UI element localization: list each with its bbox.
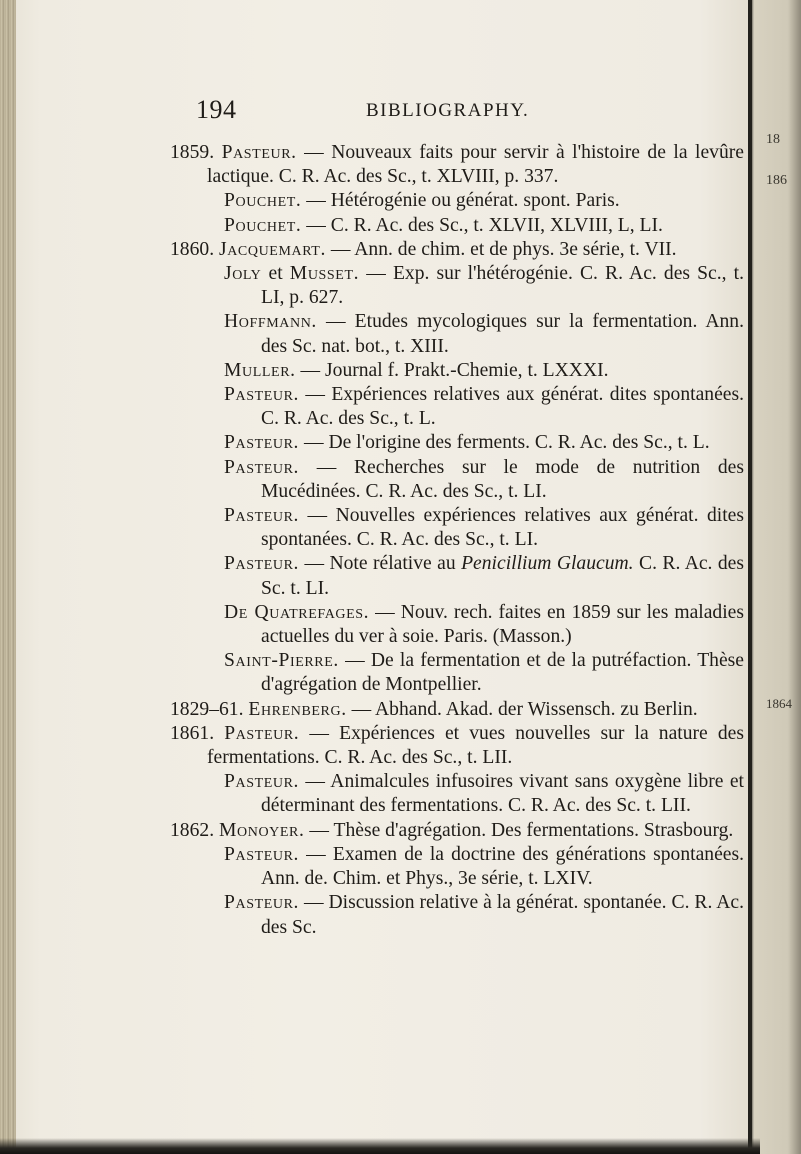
- entry-text: — Note rélative au: [299, 553, 462, 575]
- entry-author: Joly: [224, 263, 262, 285]
- page-gutter-shadow: [748, 0, 752, 1154]
- bibliography-entry: [224, 383, 744, 431]
- entry-text: — Recherches sur le mode de nutrition des Mucédinées. C. R. Ac. des Sc., t. LI.: [261, 456, 744, 502]
- bibliography-list: [170, 141, 745, 940]
- entry-text: — Nouveaux faits pour servir à l'histoire de la levûre lactique. C. R. Ac. des Sc., t. XLVIII, p. 337.: [207, 142, 744, 188]
- entry-text: — De l'origine des ferments. C. R. Ac. des Sc., t. L.: [299, 432, 710, 454]
- entry-author: Saint-Pierre.: [224, 650, 339, 672]
- entry-year: 1829–61.: [170, 698, 244, 720]
- entry-text: — Abhand. Akad. der Wissensch. zu Berlin.: [346, 698, 698, 720]
- entry-author: Pasteur.: [224, 384, 300, 406]
- entry-text: — Expériences et vues nouvelles sur la nature des fermentations. C. R. Ac. des Sc., t. LII.: [207, 722, 744, 769]
- entry-year: 1859.: [170, 142, 215, 163]
- running-head: BIBLIOGRAPHY.: [366, 100, 530, 121]
- entry-text: — Thèse d'agrégation. Des fermentations. Strasbourg.: [304, 819, 734, 841]
- entry-author: Pasteur.: [224, 892, 300, 914]
- bibliography-entry: [170, 722, 744, 770]
- entry-text: — De la fermentation et de la putréfaction. Thèse d'agrégation de Montpellier.: [261, 650, 744, 696]
- page-bottom-shadow: [0, 1138, 760, 1154]
- entry-year: 1861.: [170, 722, 215, 744]
- entry-text: et: [261, 263, 290, 285]
- entry-text: C. R. Ac. des Sc. t. LI.: [261, 553, 744, 599]
- entry-author: Pasteur.: [224, 553, 300, 575]
- entry-italic-title: Penicillium Glaucum.: [461, 553, 634, 575]
- entry-year: 1862.: [170, 819, 215, 841]
- entry-author: Pasteur.: [221, 142, 297, 163]
- entry-author: Musset.: [289, 263, 360, 285]
- bibliography-entry: [224, 456, 744, 504]
- entry-author: Pouchet.: [224, 190, 302, 212]
- entry-text: — Nouv. rech. faites en 1859 sur les maladies actuelles du ver à soie. Paris. (Masson.): [261, 601, 744, 648]
- page-left-edge: [0, 0, 16, 1154]
- entry-author: Pasteur.: [224, 505, 300, 527]
- bibliography-entry: [170, 141, 744, 189]
- entry-author: Pouchet.: [224, 214, 302, 236]
- entry-author: Pasteur.: [224, 432, 300, 454]
- bibliography-entry: [224, 262, 744, 310]
- entry-text: — Discussion relative à la générat. spontanée. C. R. Ac. des Sc.: [261, 892, 744, 938]
- bibliography-entry: [170, 698, 744, 722]
- entry-author: Pasteur.: [224, 722, 300, 744]
- entry-text: — Exp. sur l'hétérogénie. C. R. Ac. des Sc., t. LI, p. 627.: [261, 263, 745, 309]
- bibliography-entry: [224, 359, 744, 383]
- bibliography-entry: [224, 770, 744, 818]
- entry-text: — Ann. de chim. et de phys. 3e série, t. VII.: [325, 238, 677, 260]
- entry-author: Pasteur.: [224, 843, 300, 865]
- bibliography-entry: [224, 431, 744, 455]
- entry-author: Pasteur.: [224, 456, 300, 478]
- entry-text: — Journal f. Prakt.-Chemie, t. LXXXI.: [295, 359, 609, 381]
- margin-mark: 1864: [766, 696, 792, 711]
- bibliography-entry: [224, 843, 744, 891]
- entry-author: Monoyer.: [219, 819, 305, 841]
- margin-mark: 18: [766, 132, 780, 147]
- bibliography-entry: [170, 238, 744, 262]
- entry-author: Ehrenberg.: [248, 698, 347, 720]
- bibliography-entry: [170, 819, 744, 843]
- entry-author: Jacquemart.: [219, 238, 326, 260]
- entry-text: — Animalcules infusoires vivant sans oxygène libre et déterminant des fermentations. C. R. Ac. des Sc. t. LII.: [261, 771, 744, 817]
- entry-text: — Examen de la doctrine des générations spontanées. Ann. de. Chim. et Phys., 3e série, t. LXIV.: [261, 843, 744, 890]
- page-number: 194: [196, 95, 237, 124]
- bibliography-entry: [224, 891, 744, 939]
- entry-author: Hoffmann.: [224, 311, 317, 333]
- entry-text: — Nouvelles expériences relatives aux générat. dites spontanées. C. R. Ac. des Sc., t. LI.: [261, 505, 744, 551]
- bibliography-entry: [224, 310, 744, 358]
- bibliography-entry: [224, 649, 744, 697]
- bibliography-entry: [224, 189, 744, 213]
- entry-text: — C. R. Ac. des Sc., t. XLVII, XLVIII, L, LI.: [301, 214, 663, 236]
- entry-year: 1860.: [170, 238, 215, 260]
- entry-author: Muller.: [224, 359, 296, 381]
- margin-mark: 186: [766, 173, 787, 188]
- entry-text: — Etudes mycologiques sur la fermentation. Ann. des Sc. nat. bot., t. XIII.: [261, 311, 744, 357]
- bibliography-entry: [224, 504, 744, 552]
- bibliography-entry: [224, 552, 744, 600]
- entry-text: — Hétérogénie ou générat. spont. Paris.: [301, 190, 620, 212]
- page-header: [196, 95, 696, 125]
- bibliography-entry: [224, 214, 744, 238]
- entry-author: Pasteur.: [224, 771, 300, 793]
- entry-author: De Quatrefages.: [224, 601, 370, 623]
- entry-text: — Expériences relatives aux générat. dites spontanées. C. R. Ac. des Sc., t. L.: [261, 384, 744, 430]
- bibliography-entry: [224, 601, 744, 649]
